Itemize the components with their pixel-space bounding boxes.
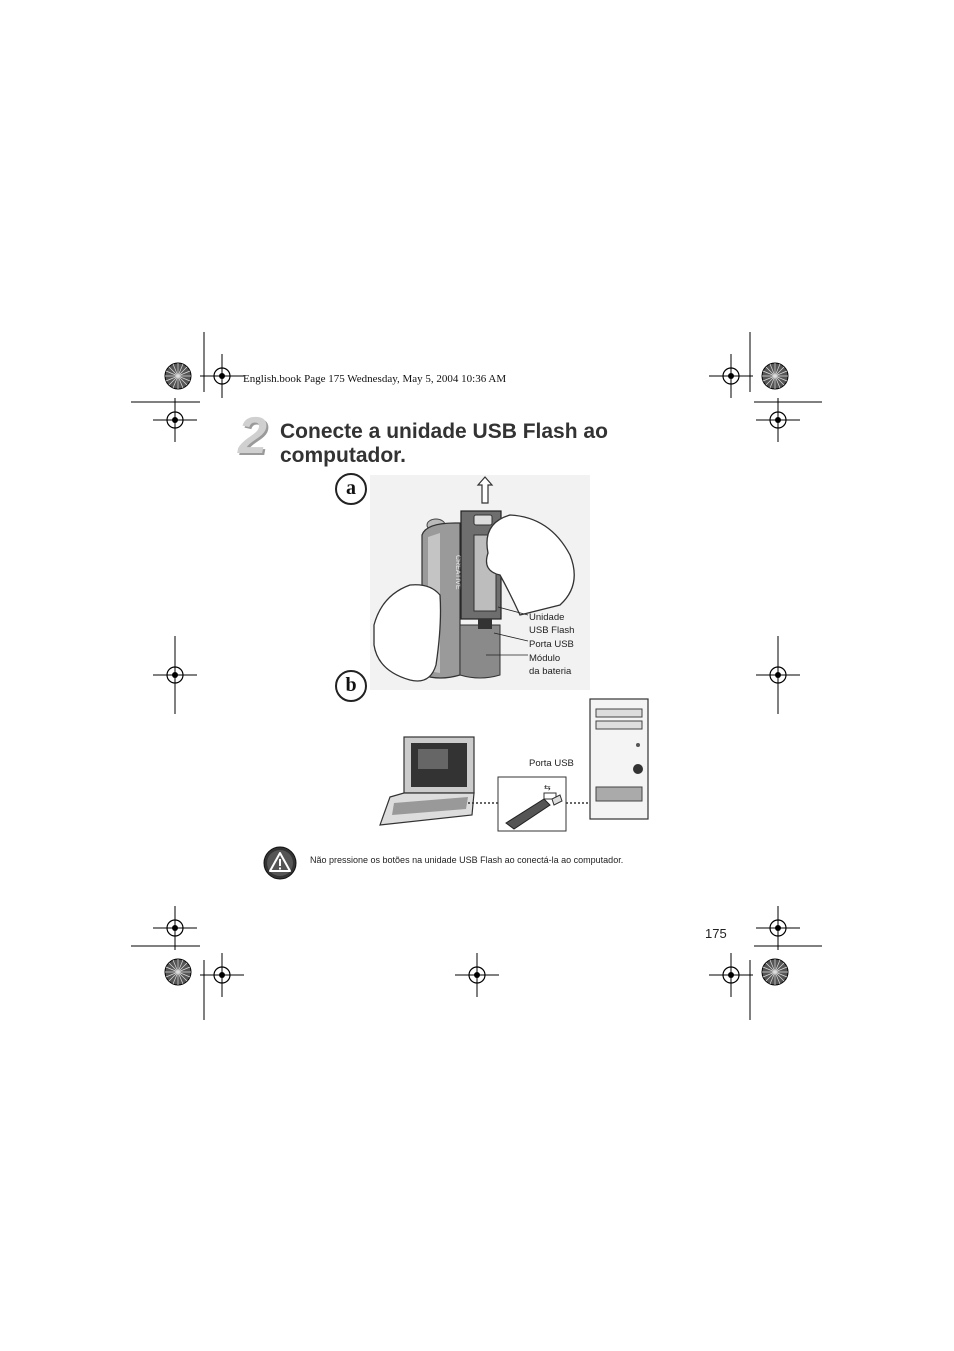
figure-b-illustration: [376, 695, 656, 835]
callout-usb-port-b: Porta USB: [529, 758, 574, 769]
step-number: 2: [238, 407, 267, 465]
step-title: Conecte a unidade USB Flash ao computador.: [280, 420, 608, 467]
figure-a-label: a: [335, 473, 367, 505]
usb-symbol-icon: ⇆: [544, 783, 551, 792]
warning-text: Não pressione os botões na unidade USB Flash ao conectá-la ao computador.: [310, 855, 624, 865]
callout-usb-port-a: Porta USB: [529, 639, 574, 650]
callout-battery-line2: da bateria: [529, 666, 572, 677]
page-number: 175: [705, 926, 727, 941]
registration-mark-icon: [709, 354, 753, 398]
registration-mark-icon: [200, 354, 244, 398]
registration-mark-icon: [200, 953, 244, 997]
brand-text: CREATIVE: [454, 555, 461, 590]
registration-mark-icon: [756, 906, 800, 950]
registration-mark-icon: [153, 398, 197, 442]
callout-battery-line1: Módulo: [529, 653, 561, 664]
registration-mark-icon: [153, 906, 197, 950]
registration-mark-icon: [709, 953, 753, 997]
laptop-icon: [380, 737, 474, 825]
desktop-computer-icon: [590, 699, 648, 819]
registration-mark-icon: [455, 953, 499, 997]
registration-star-icon: [762, 959, 788, 985]
registration-star-icon: [165, 959, 191, 985]
registration-mark-icon: [756, 398, 800, 442]
callout-flash-unit-line1: Unidade: [529, 612, 565, 623]
registration-star-icon: [165, 363, 191, 389]
registration-star-icon: [762, 363, 788, 389]
warning-icon: [263, 846, 297, 880]
callout-flash-unit-line2: USB Flash: [529, 625, 575, 636]
print-header: English.book Page 175 Wednesday, May 5, 2004 10:36 AM: [243, 373, 507, 385]
figure-b-label: b: [335, 670, 367, 702]
